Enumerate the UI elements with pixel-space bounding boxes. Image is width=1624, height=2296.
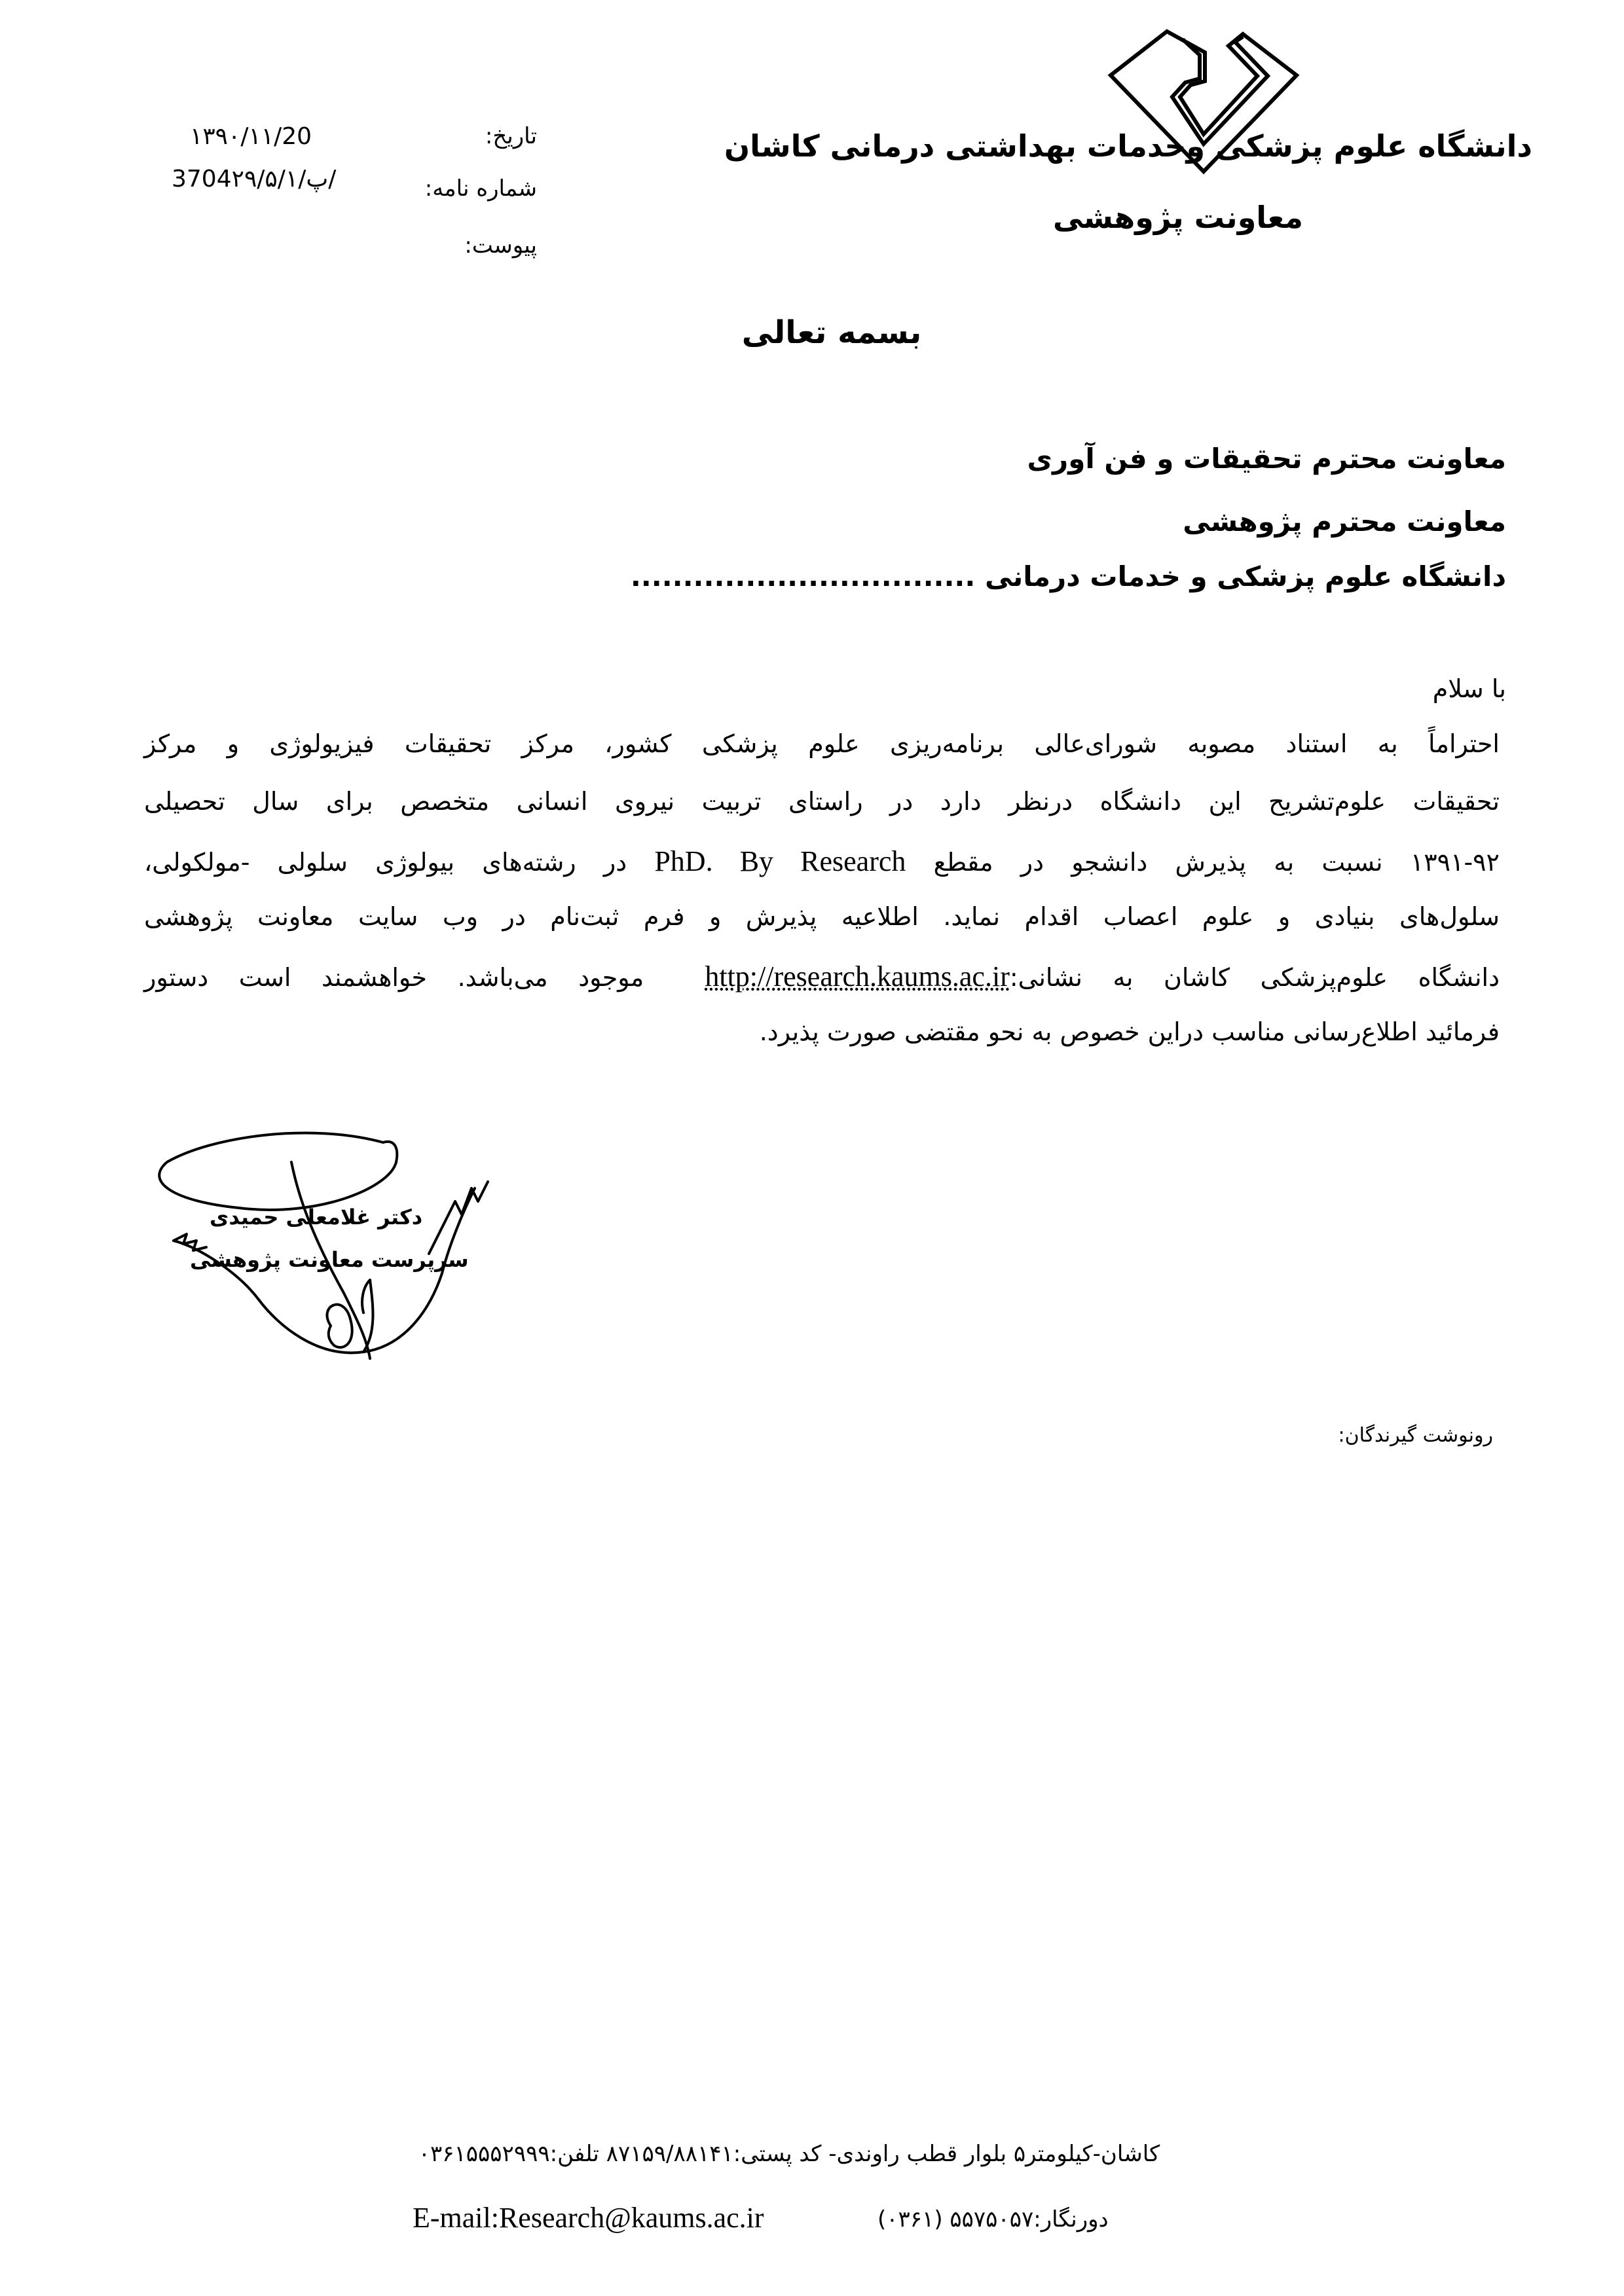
addressee-text: دانشگاه علوم پزشکی و خدمات درمانی xyxy=(984,560,1506,592)
body-text: دانشگاه علوم‌پزشکی کاشان به نشانی: xyxy=(1009,963,1500,992)
body-line: فرمائید اطلاع‌رسانی مناسب دراین خصوص به نحو مقتضی صورت پذیرد. xyxy=(759,1017,1500,1046)
letter-number-value: 3704پ/۲۹/۵/۱/ xyxy=(172,166,337,192)
body-line: سلول‌های بنیادی و علوم اعصاب اقدام نماید. اطلاعیه پذیرش و فرم ثبت‌نام در وب سایت معاونت پژوهشی xyxy=(144,902,1500,931)
greeting: با سلام xyxy=(1432,674,1506,703)
cc-recipients-label: رونوشت گیرندگان: xyxy=(1338,1424,1493,1447)
addressee-line: معاونت محترم پژوهشی xyxy=(1183,505,1506,538)
date-label: تاریخ: xyxy=(485,123,537,149)
footer-fax: دورنگار:۵۵۷۵۰۵۷ (۰۳۶۱) xyxy=(877,2206,1109,2232)
addressee-placeholder-dots: ................................. xyxy=(630,560,976,592)
signatory-title: سرپرست معاونت پژوهشی xyxy=(190,1247,469,1272)
body-line xyxy=(144,960,1500,993)
handwritten-signature-icon xyxy=(147,1110,514,1372)
department-name: معاونت پژوهشی xyxy=(1052,200,1303,235)
body-line xyxy=(144,845,1500,878)
addressee-line: معاونت محترم تحقیقات و فن آوری xyxy=(1027,443,1506,475)
university-name: دانشگاه علوم پزشکی وخدمات بهداشتی درمانی کاشان xyxy=(724,128,1532,164)
body-text: موجود می‌باشد. خواهشمند است دستور xyxy=(144,963,644,992)
date-value: ۱۳۹۰/۱۱/20 xyxy=(190,123,312,150)
body-line: احتراماً به استناد مصوبه شورای‌عالی برنامه‌ریزی علوم پزشکی کشور، مرکز تحقیقات فیزیولوژی و مرکز xyxy=(144,729,1500,758)
body-text: در رشته‌های بیولوژی سلولی -مولکولی، xyxy=(144,848,627,877)
signatory-name: دکتر غلامعلی حمیدی xyxy=(210,1205,423,1230)
footer-email: E-mail:Research@kaums.ac.ir xyxy=(413,2202,764,2234)
program-name: PhD. By Research xyxy=(654,845,906,877)
letter-number-label: شماره نامه: xyxy=(424,175,537,202)
body-text: ۱۳۹۱-۹۲ نسبت به پذیرش دانشجو در مقطع xyxy=(933,848,1500,877)
footer-address: کاشان-کیلومتر۵ بلوار قطب راوندی- کد پستی:۸۷۱۵۹/۸۸۱۴۱ تلفن:۰۳۶۱۵۵۵۲۹۹۹ xyxy=(418,2141,1160,2167)
body-line: تحقیقات علوم‌تشریح این دانشگاه درنظر دارد در راستای تربیت نیروی انسانی متخصص برای سال تحصیلی xyxy=(144,787,1500,816)
research-website-link[interactable]: http://research.kaums.ac.ir xyxy=(705,960,1010,993)
attachment-label: پیوست: xyxy=(464,232,537,259)
bismillah-heading: بسمه تعالی xyxy=(741,314,922,351)
addressee-line xyxy=(631,560,1506,592)
